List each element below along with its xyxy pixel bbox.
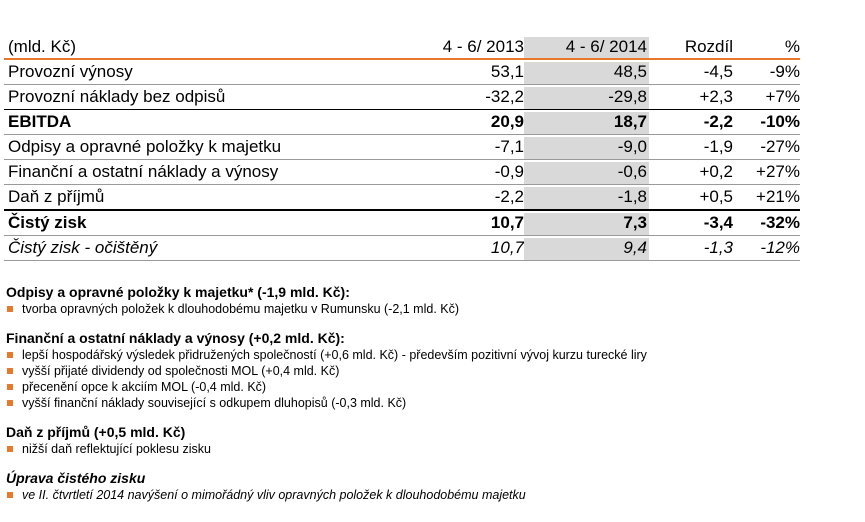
table-row [4,110,800,135]
value-2013: 20,9 [490,112,524,131]
value-pct: -10% [760,112,800,131]
value-pct: +21% [756,187,800,206]
financial-table [4,36,800,261]
value-diff: -3,4 [703,213,733,232]
value-2014: 48,5 [524,62,649,84]
value-2014: -1,8 [524,187,649,209]
row-label: Čistý zisk [8,213,87,232]
note-title: Finanční a ostatní náklady a výnosy (+0,2 mld. Kč): [6,330,345,346]
note-title: Odpisy a opravné položky k majetku* (-1,9 mld. Kč): [6,284,350,300]
row-label: Provozní výnosy [8,62,133,81]
row-label: Daň z příjmů [8,187,105,206]
value-2014: 9,4 [524,238,649,260]
header-pct: % [784,37,800,56]
value-diff: -4,5 [703,62,733,81]
list-item: nižší daň reflektující poklesu zisku [6,441,836,457]
value-diff: -1,9 [703,137,733,156]
bullet-icon [7,400,13,406]
value-2014: -0,6 [524,162,649,184]
value-diff: +0,5 [699,187,733,206]
header-2014: 4 - 6/ 2014 [524,37,649,58]
value-2013: -7,1 [494,137,524,156]
value-2014: 18,7 [524,112,649,134]
notes-section [6,283,836,515]
list-item: vyšší přijaté dividendy od společnosti MOL (+0,4 mld. Kč) [6,363,836,379]
bullet-icon [7,384,13,390]
value-2013: 10,7 [490,213,524,232]
value-diff: +2,3 [699,87,733,106]
table-row [4,185,800,211]
table-row [4,85,800,110]
table-row [4,211,800,236]
list-item: tvorba opravných položek k dlouhodobému majetku v Rumunsku (-2,1 mld. Kč) [6,301,836,317]
value-2013: 10,7 [490,238,524,257]
row-label: EBITDA [8,112,72,131]
value-2013: 53,1 [490,62,524,81]
table-row [4,60,800,85]
note-title: Daň z příjmů (+0,5 mld. Kč) [6,424,186,440]
row-label: Provozní náklady bez odpisů [8,87,226,106]
value-2014: -9,0 [524,137,649,159]
header-diff: Rozdíl [684,37,733,56]
value-2013: -32,2 [485,87,524,106]
row-label: Odpisy a opravné položky k majetku [8,137,282,156]
table-row [4,135,800,160]
row-label: Čistý zisk - očištěný [8,238,158,257]
row-label: Finanční a ostatní náklady a výnosy [8,162,279,181]
table-row [4,160,800,185]
value-pct: -9% [769,62,800,81]
value-pct: -32% [760,213,800,232]
note-tax [6,423,836,457]
note-depreciation [6,283,836,317]
list-item: ve II. čtvrtletí 2014 navýšení o mimořádný vliv opravných položek k dlouhodobému majetku [6,487,836,503]
header-2013: 4 - 6/ 2013 [442,37,524,56]
bullet-icon [7,352,13,358]
value-2013: -2,2 [494,187,524,206]
value-pct: -12% [760,238,800,257]
table-row [4,236,800,261]
bullet-icon [7,368,13,374]
note-title: Úprava čistého zisku [6,470,146,486]
value-2013: -0,9 [494,162,524,181]
bullet-icon [7,492,13,498]
value-pct: +27% [756,162,800,181]
value-diff: +0,2 [699,162,733,181]
value-pct: +7% [765,87,800,106]
value-2014: 7,3 [524,213,649,235]
list-item: lepší hospodářský výsledek přidružených společností (+0,6 mld. Kč) - především pozitivní vývoj kurzu turecké liry [6,347,836,363]
list-item: přecenění opce k akciím MOL (-0,4 mld. Kč) [6,379,836,395]
note-net-profit-adjustment [6,469,836,503]
note-financial [6,329,836,411]
value-diff: -1,3 [703,238,733,257]
value-diff: -2,2 [703,112,733,131]
bullet-icon [7,306,13,312]
table-header-row [4,36,800,60]
bullet-icon [7,446,13,452]
list-item: vyšší finanční náklady související s odkupem dluhopisů (-0,3 mld. Kč) [6,395,836,411]
header-unit: (mld. Kč) [8,37,76,56]
value-pct: -27% [760,137,800,156]
value-2014: -29,8 [524,87,649,109]
